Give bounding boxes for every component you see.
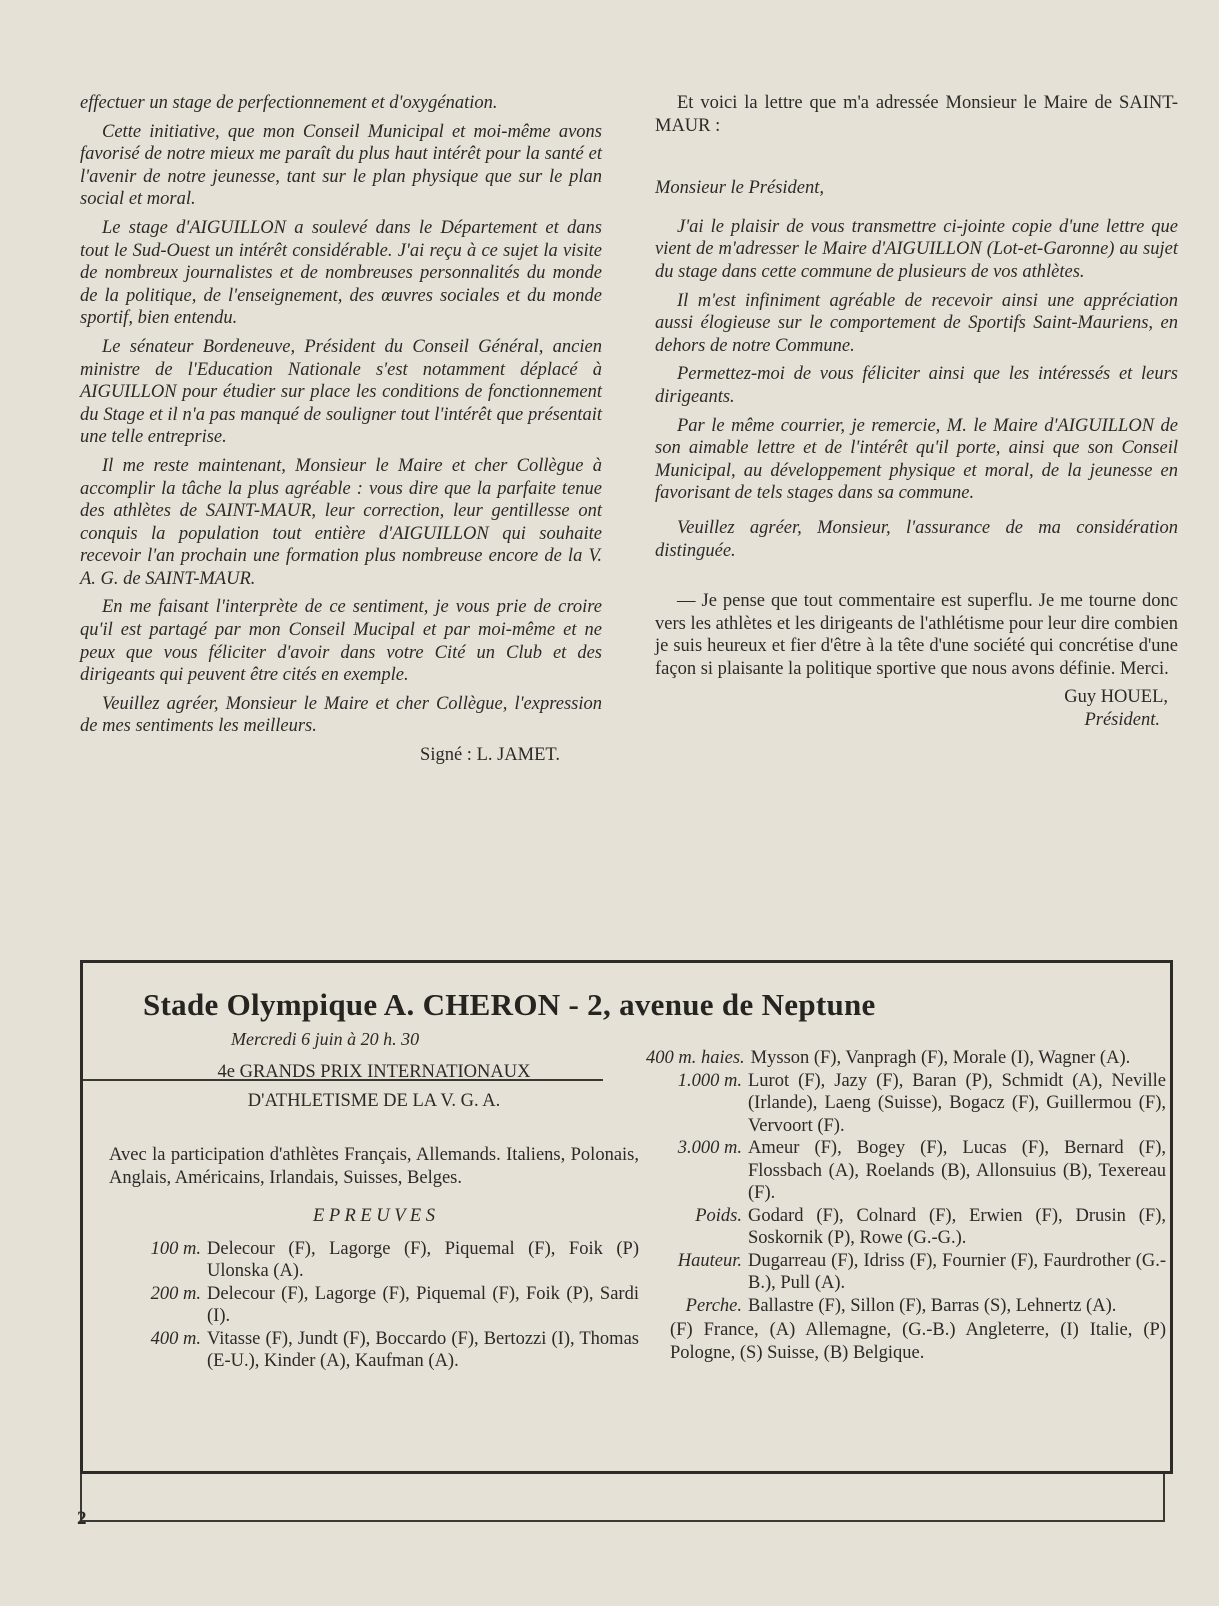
event-perche xyxy=(646,1295,1166,1318)
right-signer-title: Président. xyxy=(1084,710,1160,731)
right-paragraph-1: J'ai le plaisir de vous transmettre ci-jointe copie d'une lettre que vient de m'adresser le Maire d'AIGUILLON (Lot-et-Garonne) au sujet du stage dans cette commune de plusieurs de vos athlètes. xyxy=(655,216,1178,282)
event-label: 1.000 m. xyxy=(677,1070,742,1091)
event-label: 400 m. haies. xyxy=(646,1048,745,1068)
box-title: Stade Olympique A. CHERON - 2, avenue de Neptune xyxy=(143,987,876,1022)
right-paragraph-2: Il m'est infiniment agréable de recevoir ainsi une appréciation aussi élogieuse sur le comportement de Sportifs Saint-Mauriens, en dehors de notre Commune. xyxy=(655,290,1178,356)
country-legend: (F) France, (A) Allemagne, (G.-B.) Angleterre, (I) Italie, (P) Pologne, (S) Suisse, (B) Belgique. xyxy=(670,1320,1166,1363)
event-200m xyxy=(109,1283,639,1328)
box-date: Mercredi 6 juin à 20 h. 30 xyxy=(231,1029,420,1049)
right-paragraph-3: Permettez-moi de vous féliciter ainsi que les intéressés et leurs dirigeants. xyxy=(655,364,1178,407)
left-paragraph-5: Il me reste maintenant, Monsieur le Maire et cher Collègue à accomplir la tâche la plus agréable : vous dire que la parfaite tenue des athlètes de SAINT-MAUR, leur correction, leur gentillesse ont conquis la population tout entière d'AIGUILLON qui souhaite recevoir l'an prochain une formation plus nombreuse encore de la V. A. G. de SAINT-MAUR. xyxy=(80,455,602,589)
event-3000m xyxy=(646,1137,1166,1205)
event-label: 100 m. xyxy=(150,1238,201,1259)
event-label: Hauteur. xyxy=(677,1250,742,1271)
box-left-column xyxy=(109,1062,639,1373)
event-value: Godard (F), Colnard (F), Erwien (F), Drusin (F), Soskornik (P), Rowe (G.-G.). xyxy=(748,1205,1166,1248)
right-column xyxy=(655,92,1178,738)
event-value: Ballastre (F), Sillon (F), Barras (S), Lehnertz (A). xyxy=(748,1295,1117,1316)
event-label: Poids. xyxy=(695,1205,742,1226)
event-400m-haies xyxy=(646,1047,1166,1070)
page-number: 2 xyxy=(77,1508,87,1529)
left-paragraph-7: Veuillez agréer, Monsieur le Maire et cher Collègue, l'expression de mes sentiments les meilleurs. xyxy=(80,693,602,737)
event-label: 400 m. xyxy=(150,1328,201,1349)
bottom-frame xyxy=(80,1474,1165,1522)
right-salutation: Monsieur le Président, xyxy=(655,178,825,199)
right-intro: Et voici la lettre que m'a adressée Monsieur le Maire de SAINT-MAUR : xyxy=(655,93,1178,136)
box-heading-2: D'ATHLETISME DE LA V. G. A. xyxy=(247,1090,501,1111)
event-value: Delecour (F), Lagorge (F), Piquemal (F), Foik (P) Ulonska (A). xyxy=(207,1238,639,1281)
event-value: Delecour (F), Lagorge (F), Piquemal (F), Foik (P), Sardi (I). xyxy=(207,1283,639,1326)
left-paragraph-1: effectuer un stage de perfectionnement et d'oxygénation. xyxy=(80,93,498,113)
event-poids xyxy=(646,1205,1166,1250)
event-value: Lurot (F), Jazy (F), Baran (P), Schmidt (A), Neville (Irlande), Laeng (Suisse), Bogacz (F), Guillermou (F), Vervoort (F). xyxy=(748,1070,1166,1136)
event-hauteur xyxy=(646,1250,1166,1295)
left-paragraph-2: Cette initiative, que mon Conseil Municipal et moi-même avons favorisé de notre mieux me paraît du plus haut intérêt pour la santé et l'avenir de notre jeunesse, tant sur le plan physique que sur le plan social et moral. xyxy=(80,121,602,210)
right-signer-name: Guy HOUEL, xyxy=(1064,687,1168,708)
right-paragraph-5: Veuillez agréer, Monsieur, l'assurance de ma considération distinguée. xyxy=(655,517,1178,561)
box-heading-1: 4e GRANDS PRIX INTERNATIONAUX xyxy=(217,1062,531,1082)
right-paragraph-6: — Je pense que tout commentaire est superflu. Je me tourne donc vers les athlètes et les dirigeants de l'athlétisme pour leur dire combien je suis heureux et fier d'être à la tête d'une société qui concrétise d'une façon si plaisante la politique sportive que nous avons définie. Merci. xyxy=(655,591,1178,679)
event-box xyxy=(80,960,1173,1474)
left-column xyxy=(80,92,602,773)
event-100m xyxy=(109,1238,639,1283)
box-participation: Avec la participation d'athlètes Français, Allemands. Italiens, Polonais, Anglais, Américains, Irlandais, Suisses, Belges. xyxy=(109,1145,639,1188)
event-value: Ameur (F), Bogey (F), Lucas (F), Bernard (F), Flossbach (A), Roelands (B), Allonsuius (B), Texereau (F). xyxy=(748,1138,1166,1203)
box-right-column xyxy=(646,1047,1166,1364)
event-400m xyxy=(109,1328,639,1373)
event-value: Vitasse (F), Jundt (F), Boccardo (F), Bertozzi (I), Thomas (E-U.), Kinder (A), Kaufman (A). xyxy=(207,1328,639,1371)
box-epreuves: E P R E U V E S xyxy=(312,1206,436,1226)
event-1000m xyxy=(646,1070,1166,1138)
event-label: 200 m. xyxy=(150,1283,201,1304)
event-label: 3.000 m. xyxy=(677,1138,742,1158)
left-paragraph-6: En me faisant l'interprète de ce sentiment, je vous prie de croire qu'il est partagé par mon Conseil Mucipal et par moi-même et ne peux que vous féliciter d'avoir dans votre Cité un Club et des dirigeants qui peuvent être cités en exemple. xyxy=(80,597,602,686)
event-label: Perche. xyxy=(685,1295,742,1316)
left-signature: Signé : L. JAMET. xyxy=(420,745,560,766)
left-paragraph-3: Le stage d'AIGUILLON a soulevé dans le Département et dans tout le Sud-Ouest un intérêt considérable. J'ai reçu à ce sujet la visite de nombreux journalistes et de nombreuses personnalités du monde de la politique, de l'enseignement, des œuvres sociales et du monde sportif, bien entendu. xyxy=(80,217,602,329)
event-value: Mysson (F), Vanpragh (F), Morale (I), Wagner (A). xyxy=(750,1048,1131,1068)
event-value: Dugarreau (F), Idriss (F), Fournier (F), Faurdrother (G.-B.), Pull (A). xyxy=(748,1250,1166,1293)
left-paragraph-4: Le sénateur Bordeneuve, Président du Conseil Général, ancien ministre de l'Education Nationale s'est notamment déplacé à AIGUILLON pour étudier sur place les conditions de fonctionnement du Stage et il n'a pas manqué de souligner tout l'intérêt que présentait une telle entreprise. xyxy=(80,336,602,448)
right-paragraph-4: Par le même courrier, je remercie, M. le Maire d'AIGUILLON de son aimable lettre et de l'intérêt qu'il porte, ainsi que son Conseil Municipal, au développement physique et moral, de la jeunesse en favorisant de tels stages dans sa commune. xyxy=(655,415,1178,504)
